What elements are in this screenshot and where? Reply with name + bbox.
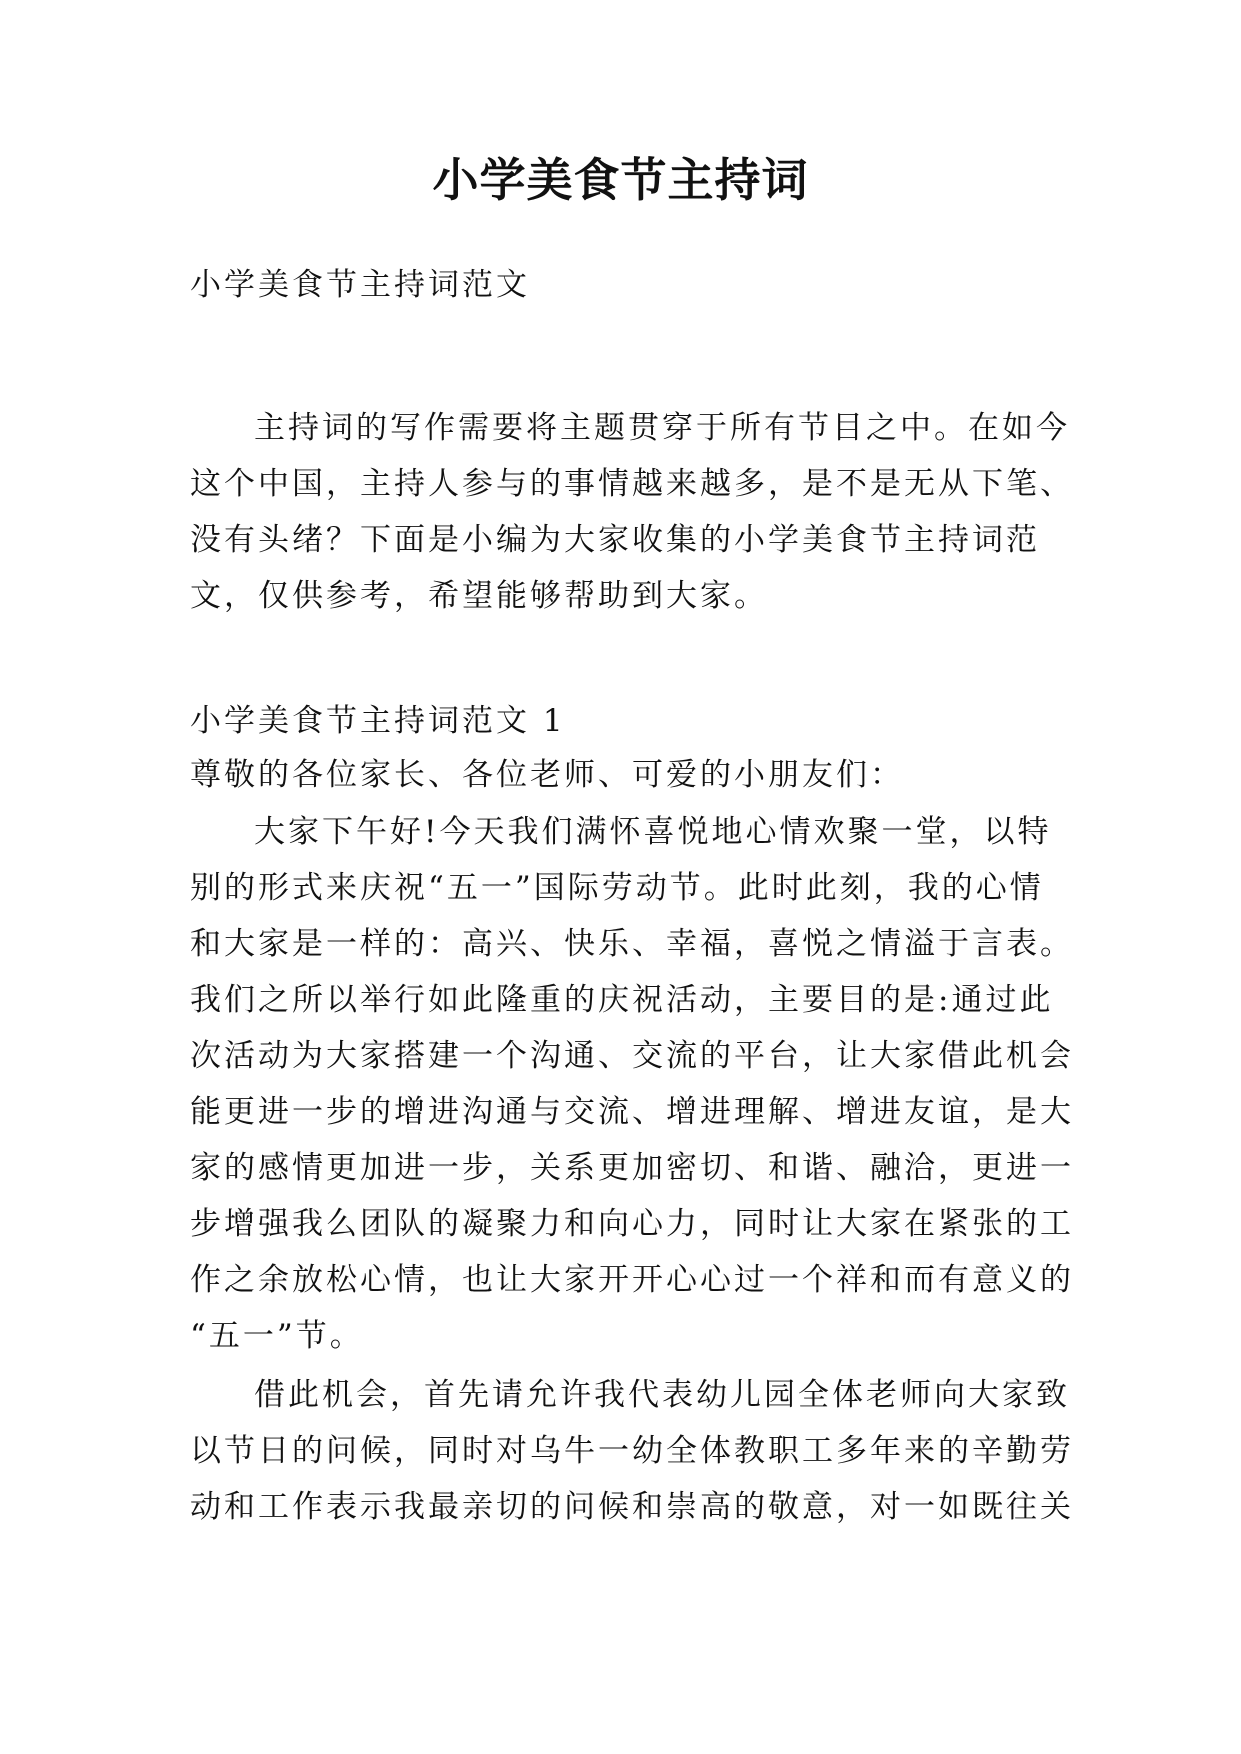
paragraph-line: 借此机会，首先请允许我代表幼儿园全体老师向大家致 <box>254 1377 1070 1413</box>
intro-line: 文，仅供参考，希望能够帮助到大家。 <box>190 578 768 614</box>
paragraph-line: 我们之所以举行如此隆重的庆祝活动，主要目的是:通过此 <box>190 982 1054 1018</box>
paragraph-line: 大家下午好!今天我们满怀喜悦地心情欢聚一堂，以特 <box>254 814 1052 850</box>
paragraph-line: 次活动为大家搭建一个沟通、交流的平台，让大家借此机会 <box>190 1038 1074 1074</box>
paragraph-line: 家的感情更加进一步，关系更加密切、和谐、融洽，更进一 <box>190 1150 1074 1186</box>
section-heading: 小学美食节主持词范文 1 <box>190 703 566 739</box>
intro-line: 主持词的写作需要将主题贯穿于所有节目之中。在如今 <box>254 410 1070 446</box>
paragraph-line: 以节日的问候，同时对乌牛一幼全体教职工多年来的辛勤劳 <box>190 1433 1074 1469</box>
paragraph-line: 和大家是一样的：高兴、快乐、幸福，喜悦之情溢于言表。 <box>190 926 1074 962</box>
intro-line: 没有头绪？下面是小编为大家收集的小学美食节主持词范 <box>190 522 1040 558</box>
greeting-line: 尊敬的各位家长、各位老师、可爱的小朋友们： <box>190 757 904 793</box>
paragraph-line: 步增强我么团队的凝聚力和向心力，同时让大家在紧张的工 <box>190 1206 1074 1242</box>
paragraph-line: 能更进一步的增进沟通与交流、增进理解、增进友谊，是大 <box>190 1094 1074 1130</box>
paragraph-line: 动和工作表示我最亲切的问候和崇高的敬意，对一如既往关 <box>190 1489 1074 1525</box>
intro-line: 这个中国，主持人参与的事情越来越多，是不是无从下笔、 <box>190 466 1074 502</box>
paragraph-line: “五一”节。 <box>190 1318 364 1354</box>
paragraph-line: 作之余放松心情，也让大家开开心心过一个祥和而有意义的 <box>190 1262 1074 1298</box>
subtitle: 小学美食节主持词范文 <box>190 267 530 303</box>
document-title: 小学美食节主持词 <box>432 153 809 207</box>
paragraph-line: 别的形式来庆祝“五一”国际劳动节。此时此刻，我的心情 <box>190 870 1044 906</box>
